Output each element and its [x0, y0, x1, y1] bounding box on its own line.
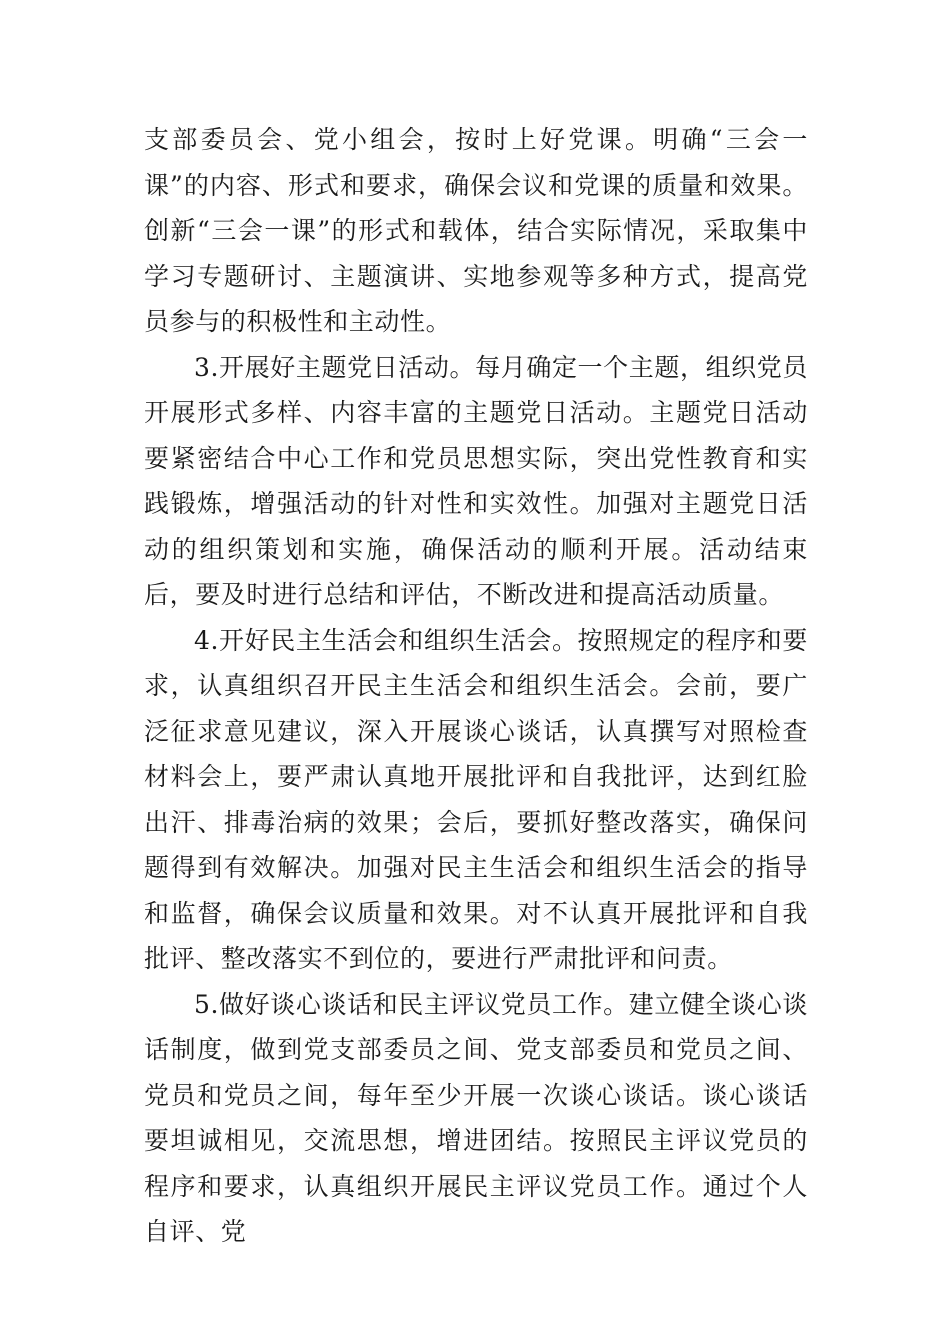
paragraph-item-5: 5.做好谈心谈话和民主评议党员工作。建立健全谈心谈话制度，做到党支部委员之间、党支部委员和党员之间、党员和党员之间，每年至少开展一次谈心谈话。谈心谈话要坦诚相见，交流思想，增进团结。按照民主评议党员的程序和要求，认真组织开展民主评议党员工作。通过个人自评、党: [144, 989, 808, 1246]
document-body: [144, 117, 808, 1255]
paragraph-continuation: 支部委员会、党小组会，按时上好党课。明确“三会一课”的内容、形式和要求，确保会议和党课的质量和效果。创新“三会一课”的形式和载体，结合实际情况，采取集中学习专题研讨、主题演讲、实地参观等多种方式，提高党员参与的积极性和主动性。: [144, 125, 808, 336]
paragraph-item-3: 3.开展好主题党日活动。每月确定一个主题，组织党员开展形式多样、内容丰富的主题党日活动。主题党日活动要紧密结合中心工作和党员思想实际，突出党性教育和实践锻炼，增强活动的针对性和实效性。加强对主题党日活动的组织策划和实施，确保活动的顺利开展。活动结束后，要及时进行总结和评估，不断改进和提高活动质量。: [144, 352, 808, 609]
paragraph-item-4: 4.开好民主生活会和组织生活会。按照规定的程序和要求，认真组织召开民主生活会和组织生活会。会前，要广泛征求意见建议，深入开展谈心谈话，认真撰写对照检查材料会上，要严肃认真地开展批评和自我批评，达到红脸出汗、排毒治病的效果；会后，要抓好整改落实，确保问题得到有效解决。加强对民主生活会和组织生活会的指导和监督，确保会议质量和效果。对不认真开展批评和自我批评、整改落实不到位的，要进行严肃批评和问责。: [144, 625, 808, 973]
